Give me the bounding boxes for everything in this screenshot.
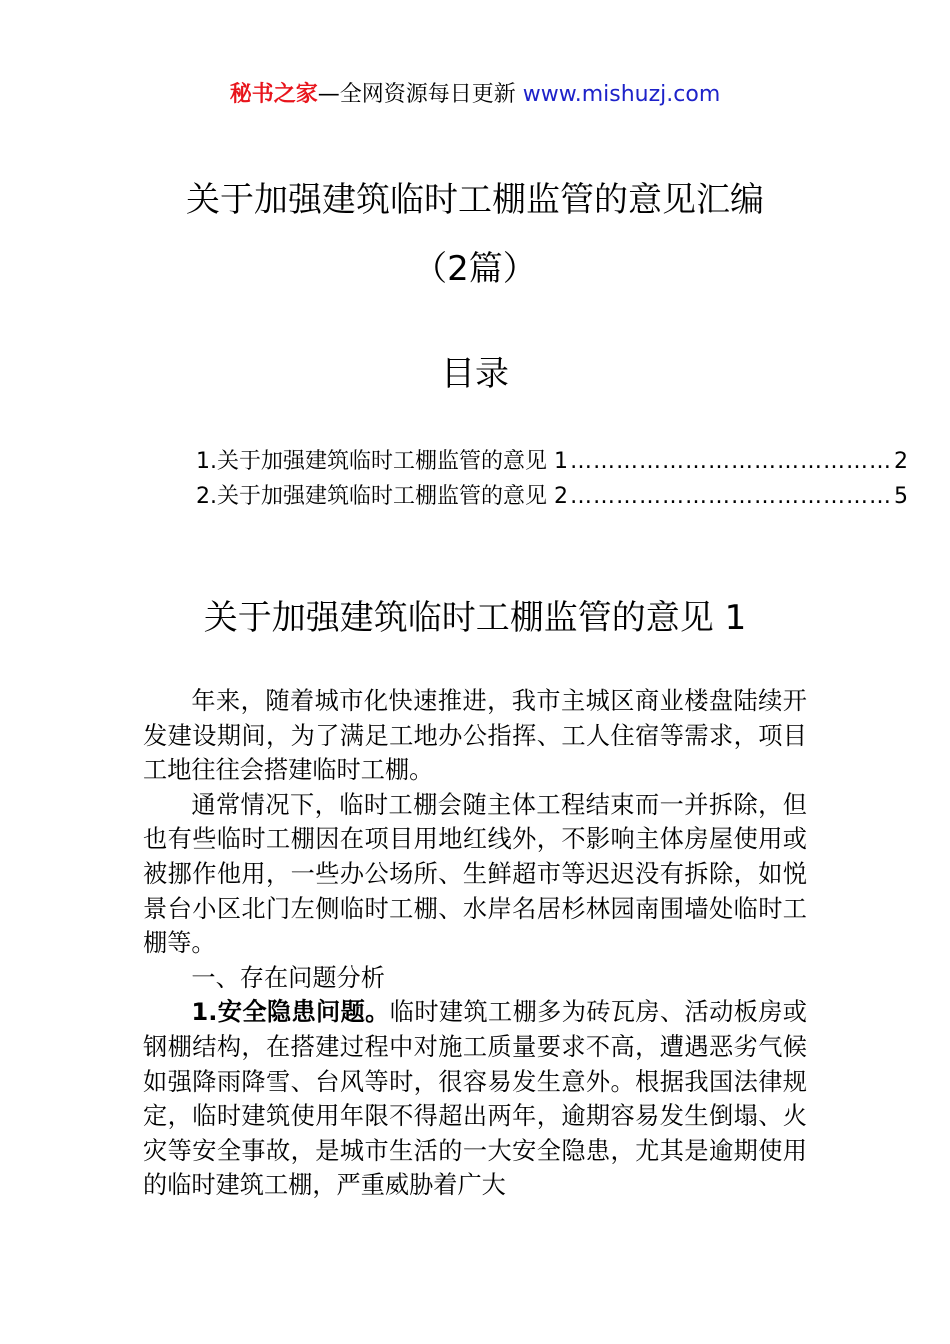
- body-paragraph: [143, 995, 807, 1203]
- body-paragraph: 一、存在问题分析: [191, 963, 385, 992]
- site-header: [0, 80, 950, 110]
- point-heading: 1.安全隐患问题。: [191, 998, 390, 1027]
- toc-entry[interactable]: [196, 479, 908, 514]
- toc-leader: ……………………………………: [569, 449, 892, 474]
- point-text: 临时建筑工棚多为砖瓦房、活动板房或钢棚结构，在搭建过程中对施工质量要求不高，遭遇恶劣气候如强降雨降雪、台风等时，很容易发生意外。根据我国法律规定，临时建筑使用年限不得超出两年，逾期容易发生倒塌、火灾等安全事故，是城市生活的一大安全隐患，尤其是逾期使用的临时建筑工棚，严重威胁着广大: [143, 998, 807, 1200]
- toc-leader: ……………………………………: [569, 484, 892, 509]
- toc-entry-page: 2: [893, 449, 908, 474]
- document-title: 关于加强建筑临时工棚监管的意见汇编: [186, 180, 764, 220]
- table-of-contents: [196, 444, 908, 514]
- section-body: [143, 684, 807, 1203]
- section-title: 关于加强建筑临时工棚监管的意见 1: [203, 598, 747, 638]
- toc-entry[interactable]: [196, 444, 908, 479]
- toc-entry-label: 2.关于加强建筑临时工棚监管的意见 2: [196, 484, 568, 509]
- site-brand: 秘书之家: [229, 82, 318, 107]
- toc-entry-label: 1.关于加强建筑临时工棚监管的意见 1: [196, 449, 568, 474]
- site-url-link[interactable]: www.mishuzj.com: [522, 82, 721, 107]
- toc-heading: 目录: [441, 354, 509, 394]
- toc-entry-page: 5: [893, 484, 908, 509]
- body-paragraph: 通常情况下，临时工棚会随主体工程结束而一并拆除，但也有些临时工棚因在项目用地红线外，不影响主体房屋使用或被挪作他用，一些办公场所、生鲜超市等迟迟没有拆除，如悦景台小区北门左侧临时工棚、水岸名居杉林园南围墙处临时工棚等。: [143, 790, 807, 958]
- document-subtitle: （2篇）: [413, 249, 537, 289]
- body-paragraph: 年来，随着城市化快速推进，我市主城区商业楼盘陆续开发建设期间，为了满足工地办公指挥、工人住宿等需求，项目工地往往会搭建临时工棚。: [143, 687, 807, 785]
- site-tagline: —全网资源每日更新: [317, 82, 516, 107]
